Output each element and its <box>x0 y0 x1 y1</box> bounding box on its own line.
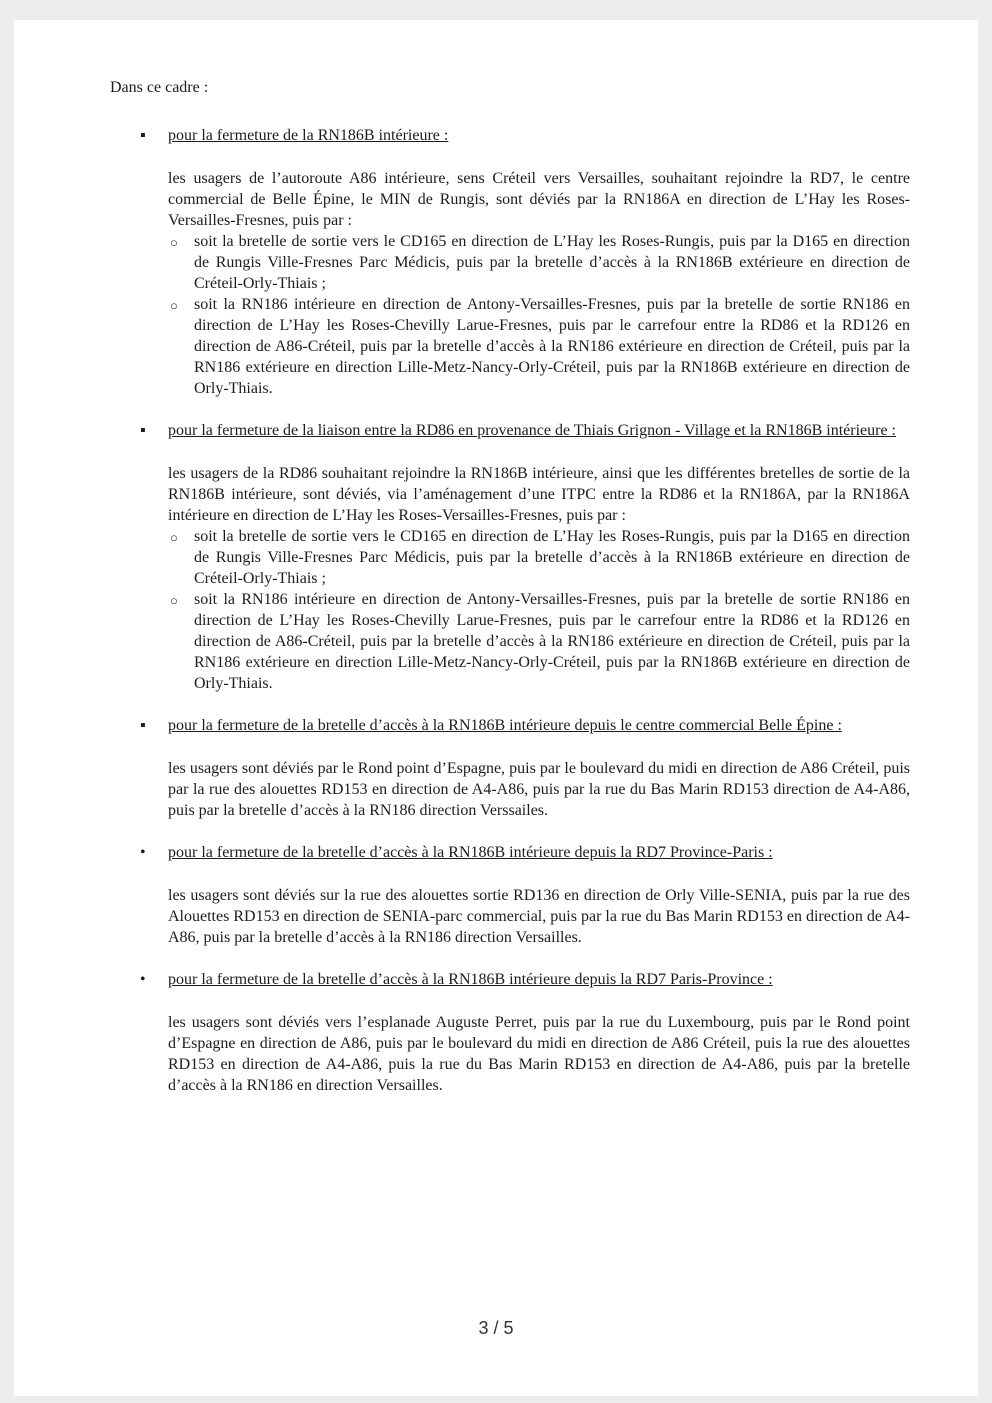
section-body: les usagers sont déviés vers l’esplanade Auguste Perret, puis par la rue du Luxembourg, puis par le Rond point d’Espagne en direction de A86, puis par le boulevard du midi en direction de A86 Créteil, puis la rue des alouettes RD153 en direction de A4-A86, puis la rue du Bas Marin RD153 en direction de A4-A86, puis par la bretelle d’accès à la RN186 en direction Versailles. <box>168 1014 910 1094</box>
document-page <box>14 20 978 1396</box>
section-body: les usagers de la RD86 souhaitant rejoindre la RN186B intérieure, ainsi que les différentes bretelles de sortie de la RN186B intérieure, sont déviés, via l’aménagement d’une ITPC entre la RD86 et la RN186A, par la RN186A intérieure en direction de L’Hay les Roses-Versailles-Fresnes, puis par : <box>168 465 910 524</box>
section-heading <box>110 970 910 990</box>
section-body: les usagers sont déviés par le Rond point d’Espagne, puis par le boulevard du midi en direction de A86 Créteil, puis par la rue des alouettes RD153 en direction de A4-A86, puis par la rue du Bas Marin RD153 direction de A4-A86, puis par la bretelle d’accès à la RN186 direction Verssailes. <box>168 760 910 819</box>
option-item <box>170 526 910 589</box>
section-heading-text: pour la fermeture de la bretelle d’accès à la RN186B intérieure depuis la RD7 Paris-Province : <box>168 971 773 988</box>
section-belle-epine <box>110 716 910 821</box>
section-liaison-rd86 <box>110 421 910 694</box>
circle-bullet-icon: ○ <box>170 235 178 250</box>
section-rd7-paris-province <box>110 970 910 1096</box>
option-list <box>110 231 910 399</box>
section-heading-text: pour la fermeture de la liaison entre la RD86 en provenance de Thiais Grignon - Village et la RN186B intérieure : <box>168 422 896 439</box>
section-heading <box>110 126 910 146</box>
circle-bullet-icon: ○ <box>170 593 178 608</box>
section-heading-text: pour la fermeture de la bretelle d’accès à la RN186B intérieure depuis le centre commercial Belle Épine : <box>168 717 842 734</box>
bullet-icon: • <box>140 844 146 861</box>
section-rd7-province-paris <box>110 843 910 948</box>
bullet-icon: ▪ <box>140 422 146 439</box>
option-text: soit la RN186 intérieure en direction de Antony-Versailles-Fresnes, puis par la bretelle de sortie RN186 en direction de L’Hay les Roses-Chevilly Larue-Fresnes, puis par le carrefour entre la RD86 et la RD126 en direction de A86-Créteil, puis par la bretelle d’accès à la RN186 extérieure en direction de Créteil, puis par la RN186 extérieure en direction Lille-Metz-Nancy-Orly-Créteil, puis par la RN186B extérieure en direction de Orly-Thiais. <box>194 591 910 692</box>
bullet-icon: ▪ <box>140 717 146 734</box>
circle-bullet-icon: ○ <box>170 298 178 313</box>
section-body: les usagers sont déviés sur la rue des alouettes sortie RD136 en direction de Orly Ville-SENIA, puis par la rue des Alouettes RD153 en direction de SENIA-parc commercial, puis par la rue du Bas Marin RD153 en direction de A4-A86, puis par la bretelle d’accès à la RN186 direction Versailles. <box>168 887 910 946</box>
option-item <box>170 589 910 694</box>
section-heading <box>110 716 910 736</box>
option-item <box>170 294 910 399</box>
section-heading-text: pour la fermeture de la bretelle d’accès à la RN186B intérieure depuis la RD7 Province-Paris : <box>168 844 773 861</box>
option-text: soit la bretelle de sortie vers le CD165 en direction de L’Hay les Roses-Rungis, puis par la D165 en direction de Rungis Ville-Fresnes Parc Médicis, puis par la bretelle d’accès à la RN186B extérieure en direction de Créteil-Orly-Thiais ; <box>194 233 910 292</box>
intro-text: Dans ce cadre : <box>110 79 209 96</box>
section-body: les usagers de l’autoroute A86 intérieure, sens Créteil vers Versailles, souhaitant rejoindre la RD7, le centre commercial de Belle Épine, le MIN de Rungis, sont déviés par la RN186A en direction de L’Hay les Roses-Versailles-Fresnes, puis par : <box>168 170 910 229</box>
option-list <box>110 526 910 694</box>
bullet-icon: • <box>140 971 146 988</box>
option-item <box>170 231 910 294</box>
section-heading <box>110 421 910 441</box>
document-body <box>110 78 910 1118</box>
section-heading-text: pour la fermeture de la RN186B intérieure : <box>168 127 449 144</box>
circle-bullet-icon: ○ <box>170 530 178 545</box>
bullet-icon: ▪ <box>140 127 146 144</box>
section-rn186b-interieure <box>110 126 910 399</box>
page-number: 3 / 5 <box>478 1318 514 1338</box>
section-heading <box>110 843 910 863</box>
option-text: soit la RN186 intérieure en direction de Antony-Versailles-Fresnes, puis par la bretelle de sortie RN186 en direction de L’Hay les Roses-Chevilly Larue-Fresnes, puis par le carrefour entre la RD86 et la RD126 en direction de A86-Créteil, puis par la bretelle d’accès à la RN186 extérieure en direction de Créteil, puis par la RN186 extérieure en direction Lille-Metz-Nancy-Orly-Créteil, puis par la RN186B extérieure en direction de Orly-Thiais. <box>194 296 910 397</box>
option-text: soit la bretelle de sortie vers le CD165 en direction de L’Hay les Roses-Rungis, puis par la D165 en direction de Rungis Ville-Fresnes Parc Médicis, puis par la bretelle d’accès à la RN186B extérieure en direction de Créteil-Orly-Thiais ; <box>194 528 910 587</box>
